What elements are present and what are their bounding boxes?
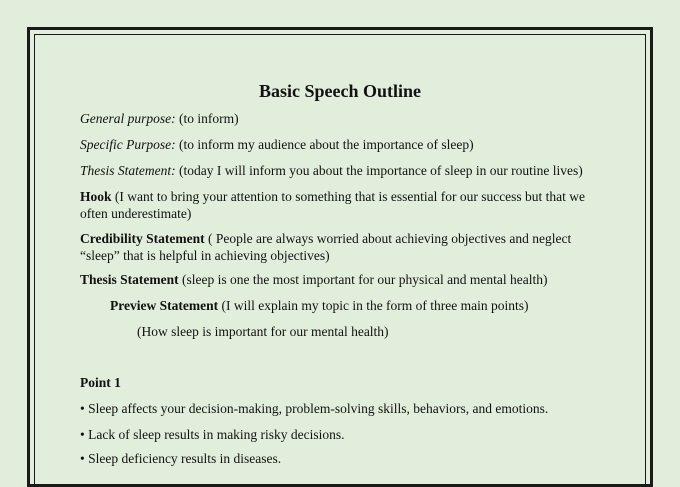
preview-sub: (How sleep is important for our mental health) <box>137 324 389 339</box>
credibility-statement <box>80 230 600 264</box>
preview-text: (I will explain my topic in the form of three main points) <box>218 298 529 313</box>
page-title: Basic Speech Outline <box>258 81 421 101</box>
specific-purpose-text: (to inform my audience about the importance of sleep) <box>175 137 474 152</box>
credibility-label: Credibility Statement <box>80 231 205 246</box>
thesis-text-bold: (sleep is one the most important for our physical and mental health) <box>178 272 548 287</box>
thesis-label-bold: Thesis Statement <box>80 272 179 287</box>
preview-statement <box>110 297 630 314</box>
point1-bullet: • Sleep affects your decision-making, problem-solving skills, behaviors, and emotions. <box>80 401 549 416</box>
point1-bullet: • Sleep deficiency results in diseases. <box>80 451 282 466</box>
hook-label: Hook <box>80 189 112 204</box>
point1-bullet: • Lack of sleep results in making risky decisions. <box>80 427 345 442</box>
thesis-statement-italic <box>80 162 600 179</box>
specific-purpose <box>80 136 600 153</box>
hook <box>80 188 600 222</box>
preview-label: Preview Statement <box>110 298 219 313</box>
hook-text: (I want to bring your attention to something that is essential for our success but that we often underestimate) <box>80 189 586 221</box>
general-purpose-text: (to inform) <box>175 111 239 126</box>
point1-heading: Point 1 <box>80 375 121 390</box>
general-purpose-label: General purpose: <box>80 111 176 126</box>
general-purpose <box>80 110 600 127</box>
thesis-text-italic: (today I will inform you about the importance of sleep in our routine lives) <box>175 163 583 178</box>
thesis-label-italic: Thesis Statement: <box>80 163 176 178</box>
credibility-text: ( People are always worried about achieving objectives and neglect “sleep” that is helpful in achieving objectives) <box>80 231 572 263</box>
thesis-statement-bold <box>80 271 600 288</box>
specific-purpose-label: Specific Purpose: <box>80 137 176 152</box>
